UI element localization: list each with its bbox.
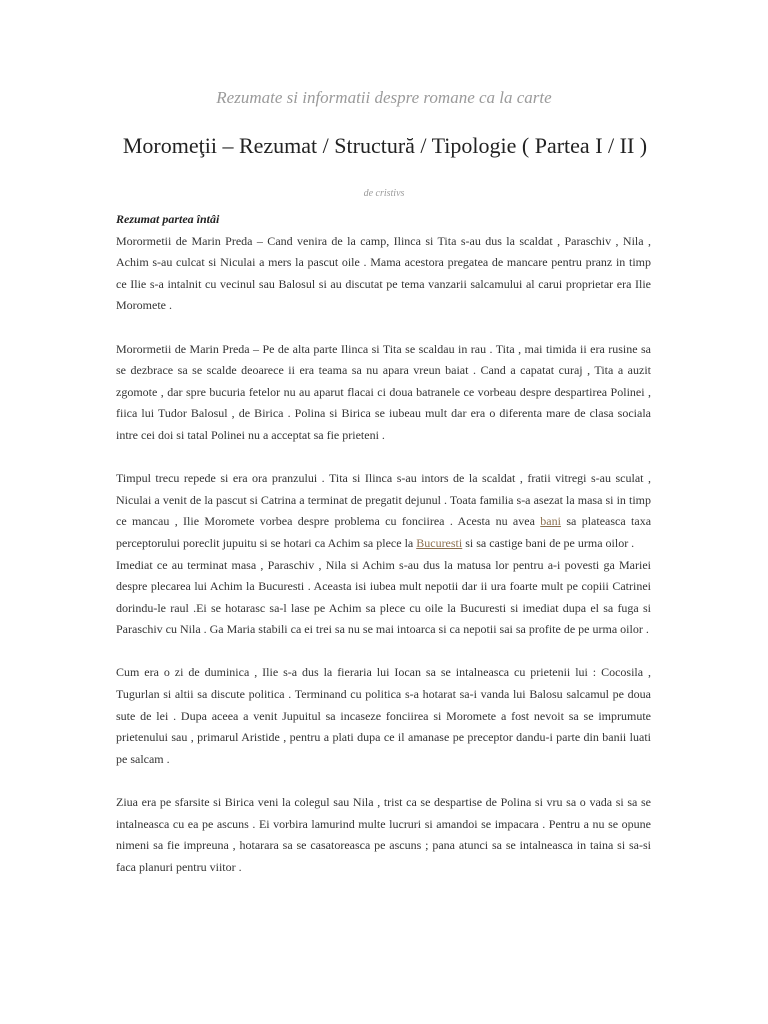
paragraph-1: Morormetii de Marin Preda – Cand venira de la camp, Ilinca si Tita s-au dus la scaldat , Paraschiv , Nila , Achim s-au culcat si Niculai a mers la pascut oile . Mama acestora pregatea de mancare pentru pranz in timp ce Ilie s-a intalnit cu vecinul sau Balosul si au discutat pe tema vanzarii salcamului al carui proprietar era Ilie Moromete . [116,233,651,313]
paragraph-3 [116,468,651,554]
link-bani[interactable]: bani [540,514,561,529]
post-author: de cristivs [363,188,405,199]
post-title: Moromeţii – Rezumat / Structură / Tipologie ( Partea I / II ) [122,133,648,158]
site-title[interactable]: Rezumate si informatii despre romane ca la carte [216,88,552,107]
paragraph-4: Imediat ce au terminat masa , Paraschiv , Nila si Achim s-au dus la matusa lor pentru a-i povesti ga Mariei despre plecarea lui Achim la Bucuresti . Aceasta isi iubea mult nepotii dar ii ura foarte mult pe copiii Catrinei dorindu-le raul .Ei se hotarasc sa-l lase pe Achim sa plece cu oile la Bucuresti si imediat dupa el sa fuga si Paraschiv cu Nila . Ga Maria stabili ca ei trei sa nu se mai intoarca si ca nepotii sai sa profite de pe urma oilor . [116,557,651,637]
post-content [116,209,651,900]
section-heading: Rezumat partea întâi [116,212,220,226]
paragraph-3-text-3: si sa castige bani de pe urma oilor . [465,535,635,550]
link-bucuresti[interactable]: Bucuresti [416,535,463,550]
paragraph-2: Morormetii de Marin Preda – Pe de alta parte Ilinca si Tita se scaldau in rau . Tita , mai timida ii era rusine sa se dezbrace sa se scalde deoarece ii era teama sa nu apara vreun baiat . Cand a capatat curaj , Tita a auzit zgomote , dar spre bucuria fetelor nu au aparut flacai ci doua batranele ce vorbeau despre despartirea Polinei , fiica lui Tudor Balosul , de Birica . Polina si Birica se iubeau mult dar era o diferenta mare de clasa sociala intre cei doi si tatal Polinei nu a acceptat sa fie prieteni . [116,341,651,442]
paragraph-5: Cum era o zi de duminica , Ilie s-a dus la fieraria lui Iocan sa se intalneasca cu prietenii lui : Cocosila , Tugurlan si altii sa discute politica . Terminand cu politica s-a hotarat sa-i vanda lui Balosu salcamul pe doua sute de lei . Dupa aceea a venit Jupuitul sa incaseze fonciirea si Moromete a fost nevoit sa se imprumute prietenului sau , primarul Aristide , pentru a plati dupa ce il amanase pe preceptor dandu-i parte din banii luati pe salcam . [116,665,651,766]
paragraph-3-text-1: Timpul trecu repede si era ora pranzului . Tita si Ilinca s-au intors de la scaldat , fratii vitregi s-au sculat , Niculai a venit de la pascut si Catrina a terminat de pregatit dejunul . Toata familia s-a asezat la masa si in timp ce mancau , Ilie Moromete vorbea despre problema cu fonciirea . Acesta nu avea [116,471,651,529]
paragraph-3-text-2: sa plateasca taxa perceptorului poreclit jupuitu si se hotari ca Achim sa plece la [116,514,652,550]
paragraph-6: Ziua era pe sfarsite si Birica veni la colegul sau Nila , trist ca se despartise de Polina si vru sa o vada si sa se intalneasca cu ea pe ascuns . Ei vorbira lamurind multe lucruri si amandoi se impacara . Pentru a nu se opune nimeni sa fie impreuna , hotarara sa se casatoreasca pe ascuns ; pana atunci sa se intalneasca in taina si sa-si faca planuri pentru viitor . [116,795,651,874]
